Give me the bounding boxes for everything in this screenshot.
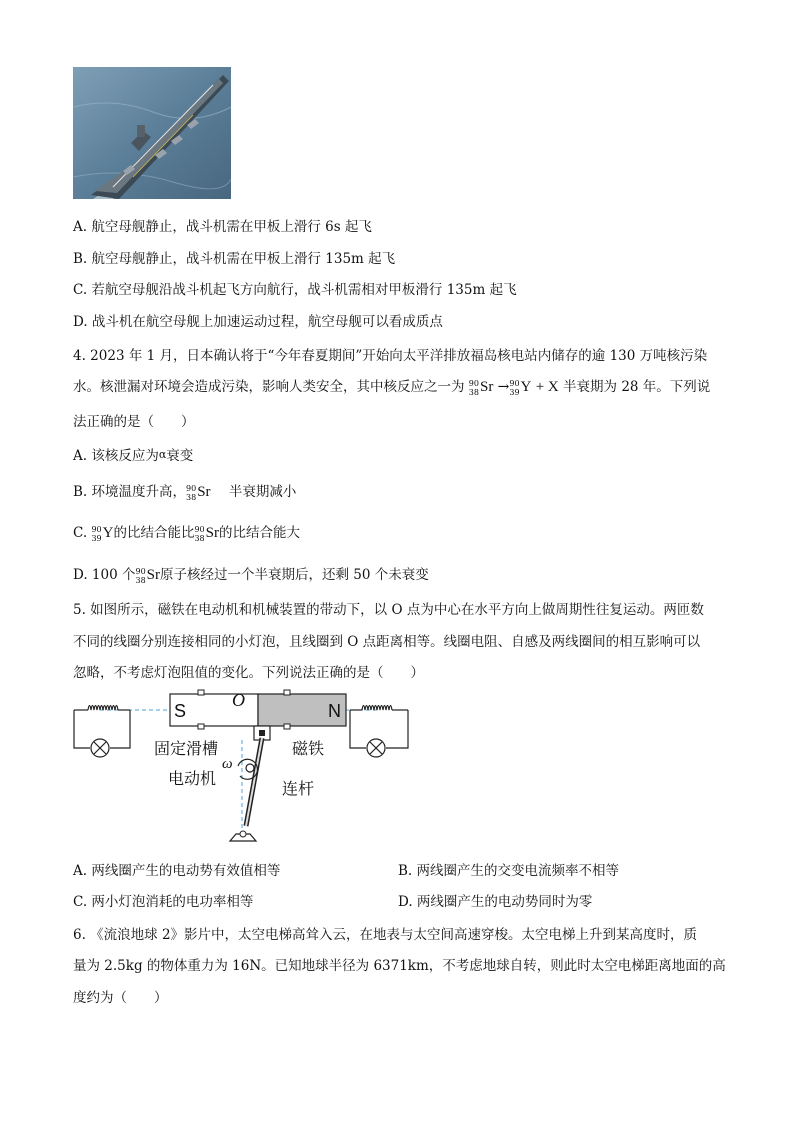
reaction-product-x: + X xyxy=(535,379,559,395)
y-symbol: Y xyxy=(102,525,114,541)
q4-option-a-pre: A. 该核反应为 xyxy=(73,448,159,464)
sr-mass-number: 90 xyxy=(135,567,146,576)
aircraft-carrier-photo xyxy=(73,67,231,199)
q4-option-d xyxy=(73,563,429,585)
right-lamp-icon xyxy=(367,739,385,757)
label-magnet: 磁铁 xyxy=(292,739,325,758)
label-rod: 连杆 xyxy=(282,779,315,798)
q6-stem-line2: 量为 2.5kg 的物体重力为 16N。已知地球半径为 6371km，不考虑地球自转，则此时太空电梯距离地面的高 xyxy=(73,958,726,974)
sr-symbol: Sr xyxy=(205,525,219,541)
sr-atomic-number: 38 xyxy=(135,576,146,585)
q6-stem-line3: 度约为（ ） xyxy=(73,990,168,1006)
label-motor: 电动机 xyxy=(168,769,217,788)
sr-atomic-number: 38 xyxy=(468,388,479,397)
sr-mass-number: 90 xyxy=(186,484,197,493)
pivot-pin xyxy=(240,831,246,837)
q5-stem-line1: 5. 如图所示，磁铁在电动机和机械装置的带动下，以 O 点为中心在水平方向上做周期性往复运动。两匝数 xyxy=(73,602,704,618)
q5-option-c: C. 两小灯泡消耗的电功率相等 xyxy=(73,894,254,910)
slot-roller xyxy=(284,724,290,729)
q5-option-b: B. 两线圈产生的交变电流频率不相等 xyxy=(398,863,620,879)
q4-option-b xyxy=(73,480,296,502)
q4-stem-line2-text: 水。核泄漏对环境会造成污染，影响人类安全，其中核反应之一为 xyxy=(73,379,465,395)
slot-roller xyxy=(198,724,204,729)
q4-option-c-post: 的比结合能大 xyxy=(219,525,300,541)
q3-option-c: C. 若航空母舰沿战斗机起飞方向航行，战斗机需相对甲板滑行 135m 起飞 xyxy=(73,282,517,298)
y-mass-number: 90 xyxy=(91,525,102,534)
sr-symbol: Sr xyxy=(197,484,211,500)
q6-stem-line1: 6. 《流浪地球 2》影片中，太空电梯高耸入云，在地表与太空间高速穿梭。太空电梯上升到某高度时，质 xyxy=(73,927,698,943)
q5-magnet-coil-diagram xyxy=(70,686,415,848)
q4-option-b-post: 半衰期减小 xyxy=(228,484,297,500)
q4-stem-line1: 4. 2023 年 1 月，日本确认将于“今年春夏期间”开始向太平洋排放福岛核电站内储存的逾 130 万吨核污染 xyxy=(73,348,708,364)
q3-option-b: B. 航空母舰静止，战斗机需在甲板上滑行 135m 起飞 xyxy=(73,251,396,267)
left-lamp-icon xyxy=(91,739,109,757)
label-omega: ω xyxy=(222,756,233,772)
label-fixed-slot: 固定滑槽 xyxy=(154,739,219,758)
y-symbol: Y xyxy=(520,379,532,395)
aircraft-carrier-image xyxy=(73,67,231,199)
sr-mass-number: 90 xyxy=(194,525,205,534)
q4-option-d-pre: D. 100 个 xyxy=(73,567,136,583)
label-o: O xyxy=(232,690,245,710)
sr-atomic-number: 38 xyxy=(194,534,205,543)
q4-option-c xyxy=(73,521,300,543)
y-atomic-number: 39 xyxy=(509,388,520,397)
left-coil xyxy=(88,706,118,711)
sr-mass-number: 90 xyxy=(468,379,479,388)
q4-option-a-post: 衰变 xyxy=(166,448,194,464)
q4-option-a xyxy=(73,444,193,464)
q5-option-d: D. 两线圈产生的电动势同时为零 xyxy=(398,894,593,910)
q5-option-a: A. 两线圈产生的电动势有效值相等 xyxy=(73,863,281,879)
q4-option-b-pre: B. 环境温度升高， xyxy=(73,484,187,500)
q4-stem-line2-tail: 半衰期为 28 年。下列说 xyxy=(563,379,711,395)
connecting-pin xyxy=(259,730,265,736)
q4-stem-line3: 法正确的是（ ） xyxy=(73,414,195,430)
label-n: N xyxy=(328,701,341,721)
q4-reaction-equation xyxy=(469,379,563,395)
q5-stem-line3: 忽略，不考虑灯泡阻值的变化。下列说法正确的是（ ） xyxy=(73,665,424,681)
q4-option-d-post: 原子核经过一个半衰期后，还剩 50 个未衰变 xyxy=(160,567,429,583)
sr-symbol: Sr xyxy=(146,567,161,583)
q5-stem-line2: 不同的线圈分别连接相同的小灯泡，且线圈到 O 点距离相等。线圈电阻、自感及两线圈间的相互影响可以 xyxy=(73,634,701,650)
q3-option-d: D. 战斗机在航空母舰上加速运动过程，航空母舰可以看成质点 xyxy=(73,314,443,330)
q4-stem-line2 xyxy=(73,375,710,397)
q3-option-a: A. 航空母舰静止，战斗机需在甲板上滑行 6s 起飞 xyxy=(73,219,372,235)
right-coil xyxy=(362,706,392,711)
q4-option-c-mid: 的比结合能比 xyxy=(113,525,195,541)
slot-roller xyxy=(284,690,290,695)
q4-option-c-pre: C. xyxy=(73,525,88,541)
label-s: S xyxy=(174,701,187,721)
y-mass-number: 90 xyxy=(509,379,520,388)
alpha-symbol: α xyxy=(158,448,167,461)
reaction-arrow-icon: → xyxy=(497,379,510,395)
y-atomic-number: 39 xyxy=(91,534,102,543)
sr-atomic-number: 38 xyxy=(186,493,197,502)
motor-shaft xyxy=(246,764,254,772)
slot-roller xyxy=(198,690,204,695)
sr-symbol: Sr xyxy=(479,379,494,395)
